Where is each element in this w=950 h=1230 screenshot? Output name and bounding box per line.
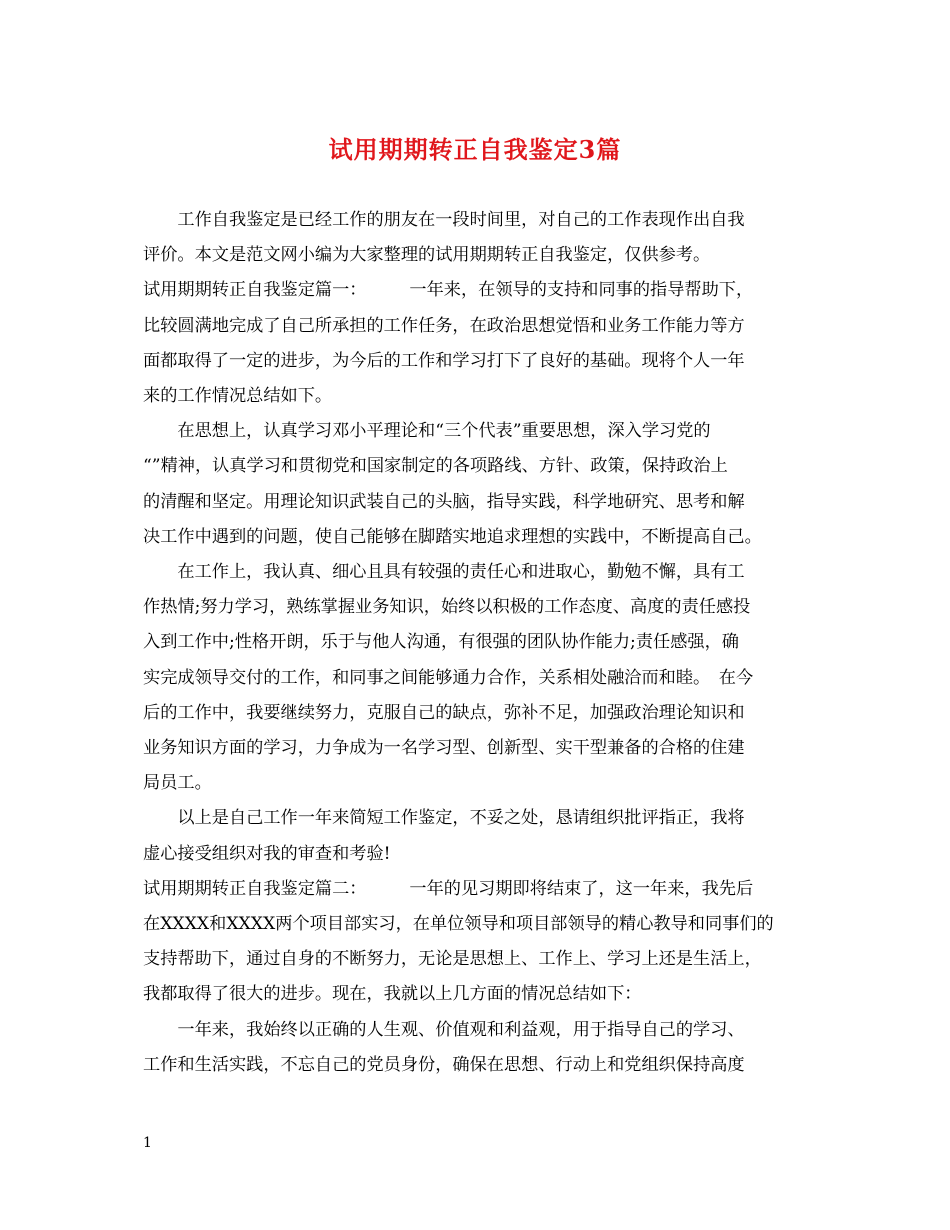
- body-text-line: 工作自我鉴定是已经工作的朋友在一段时间里，对自己的工作表现作出自我: [143, 210, 745, 230]
- page-number: 1: [143, 1135, 152, 1151]
- body-text-line: 决工作中遇到的问题，使自己能够在脚踏实地追求理想的实践中，不断提高自己。: [143, 526, 762, 547]
- body-text-line: 实完成领导交付的工作，和同事之间能够通力合作，关系相处融洽而和睦。 在今: [143, 667, 754, 688]
- body-text-line: 支持帮助下，通过自身的不断努力，无论是思想上、工作上、学习上还是生活上，: [143, 949, 762, 970]
- body-text-line: “”精神，认真学习和贯彻党和国家制定的各项路线、方针、政策，保持政治上: [143, 456, 728, 477]
- body-text-line: 面都取得了一定的进步，为今后的工作和学习打下了良好的基础。现将个人一年: [143, 350, 745, 371]
- body-text-line: 后的工作中，我要继续努力，克服自己的缺点，弥补不足，加强政治理论知识和: [143, 702, 745, 723]
- body-text-line: 一年来，我始终以正确的人生观、价值观和利益观，用于指导自己的学习、: [143, 1019, 745, 1040]
- body-text-line: 来的工作情况总结如下。: [143, 386, 333, 406]
- body-text-line: 评价。本文是范文网小编为大家整理的试用期期转正自我鉴定，仅供参考。: [143, 245, 711, 266]
- body-text-line: 比较圆满地完成了自己所承担的工作任务，在政治思想觉悟和业务工作能力等方: [143, 315, 745, 336]
- body-text-line: 作热情;努力学习，熟练掌握业务知识，始终以积极的工作态度、高度的责任感投: [143, 597, 751, 618]
- body-text-line: 业务知识方面的学习，力争成为一名学习型、创新型、实干型兼备的合格的住建: [143, 738, 745, 758]
- body-text-line: 我都取得了很大的进步。现在，我就以上几方面的情况总结如下：: [143, 984, 642, 1005]
- document-title: 试用期期转正自我鉴定3篇: [328, 135, 622, 164]
- body-text-line: 工作和生活实践，不忘自己的党员身份，确保在思想、行动上和党组织保持高度: [143, 1054, 745, 1075]
- body-text-line: 虚心接受组织对我的审查和考验!: [143, 843, 391, 864]
- body-text-line: 试用期期转正自我鉴定篇二： 一年的见习期即将结束了，这一年来，我先后: [143, 878, 754, 899]
- body-text-line: 在思想上，认真学习邓小平理论和“三个代表”重要思想，深入学习党的: [143, 421, 711, 442]
- body-text-line: 入到工作中;性格开朗，乐于与他人沟通，有很强的团队协作能力;责任感强，确: [143, 632, 739, 653]
- body-text-line: 以上是自己工作一年来简短工作鉴定，不妥之处，恳请组织批评指正，我将: [143, 808, 745, 829]
- body-text-line: 在XXXX和XXXX两个项目部实习，在单位领导和项目部领导的精心教导和同事们的: [143, 914, 774, 934]
- body-text-line: 在工作上，我认真、细心且具有较强的责任心和进取心，勤勉不懈，具有工: [143, 562, 745, 582]
- body-text-line: 试用期期转正自我鉴定篇一： 一年来，在领导的支持和同事的指导帮助下，: [143, 280, 754, 301]
- body-text-line: 的清醒和坚定。用理论知识武装自己的头脑，指导实践，科学地研究、思考和解: [143, 491, 745, 512]
- body-text-line: 局员工。: [143, 773, 212, 794]
